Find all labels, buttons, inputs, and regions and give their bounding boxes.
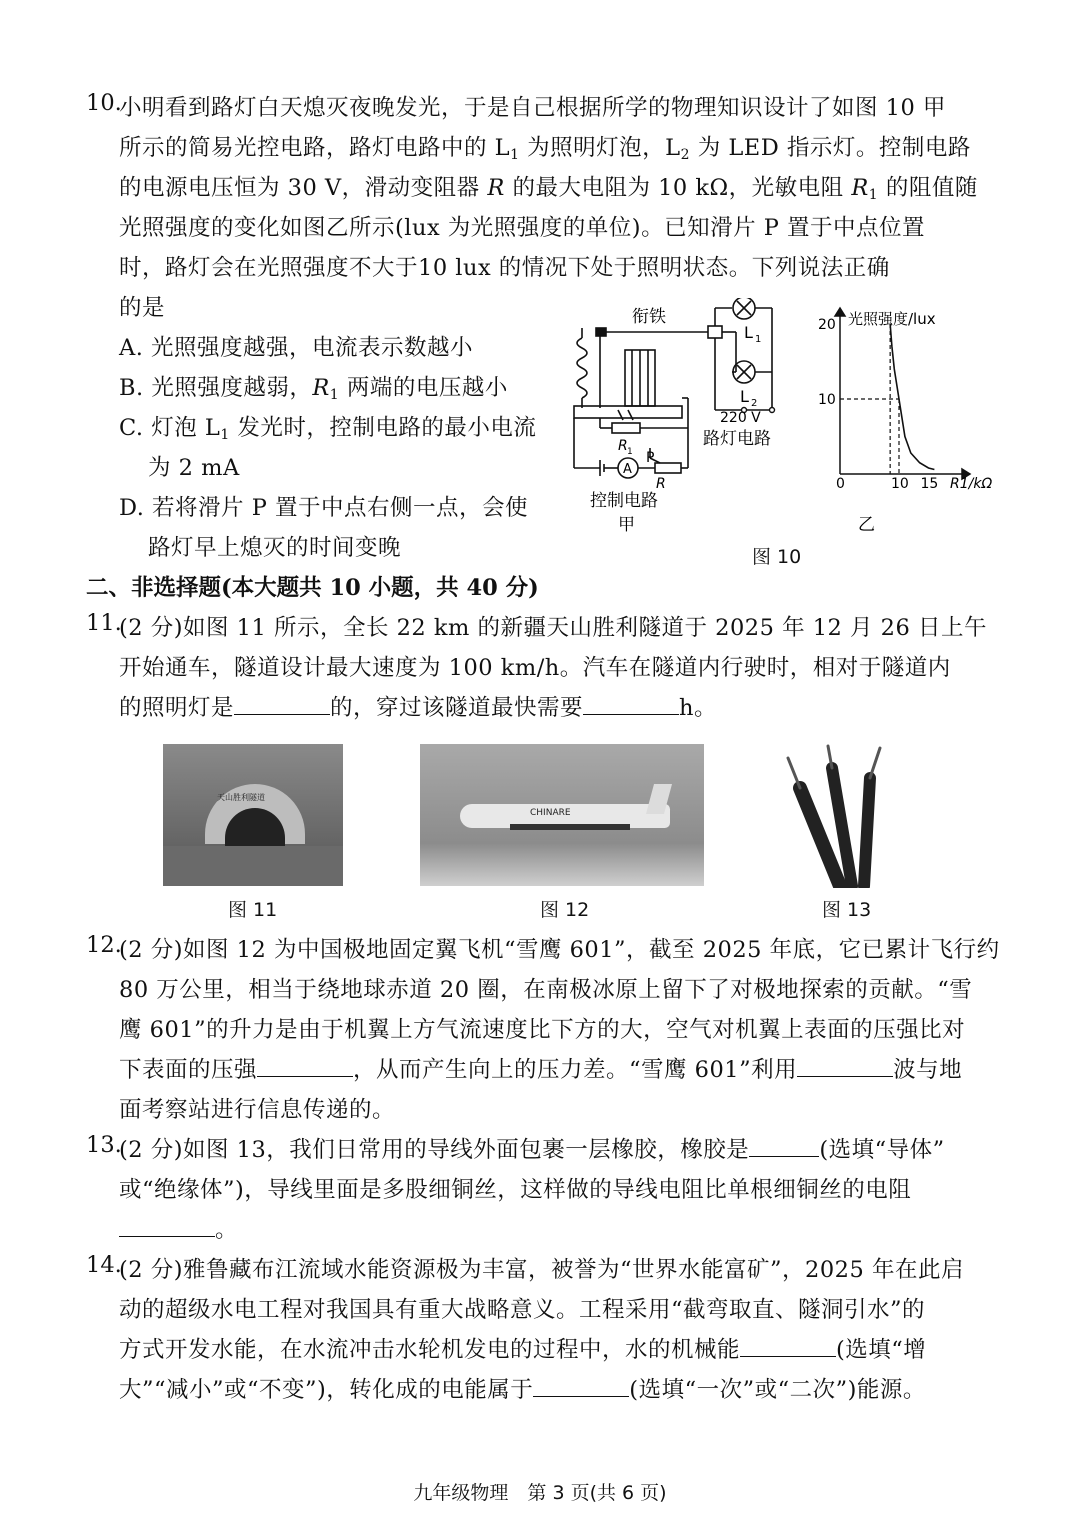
tunnel-photo: 天山胜利隧道 [163,744,343,886]
q10-number: 10. [86,90,122,116]
circuit-diagram [560,298,800,538]
q10-option-a: A. 光照强度越强，电流表示数越小 [119,335,474,361]
q11-line1: (2 分)如图 11 所示，全长 22 km 的新疆天山胜利隧道于 2025 年 12 月 26 日上午 [119,615,987,641]
q12-blank1 [257,1052,353,1077]
svg-text:L: L [744,323,753,342]
y-tick-label: 20 [818,317,836,333]
x-tick-label: 10 [891,476,909,492]
plane-photo: CHINARE [420,744,704,886]
svg-text:控制电路: 控制电路 [590,491,658,511]
figure-12-caption: 图 12 [540,899,590,921]
q10-line6: 的是 [119,295,166,321]
q11-blank2 [583,690,679,715]
q12-blank2 [797,1052,893,1077]
q10-option-c-cont: 为 2 mA [148,455,240,481]
chart-x-label: R1/kΩ [950,476,993,492]
q10-option-d-cont: 路灯早上熄灭的时间变晚 [148,535,402,561]
q10-line4: 光照强度的变化如图乙所示(lux 为光照强度的单位)。已知滑片 P 置于中点位置 [119,215,926,241]
q13-blank1 [749,1132,819,1157]
q11-line3: 的照明灯是 的，穿过该隧道最快需要 h。 [119,690,717,722]
q13-line3: 。 [119,1212,238,1244]
page-footer: 九年级物理 第 3 页(共 6 页) [413,1482,667,1504]
q14-number: 14. [86,1252,122,1278]
figure-10-caption: 图 10 [752,546,802,568]
svg-text:衔铁: 衔铁 [632,307,666,327]
light-resistance-chart [808,298,1008,533]
svg-text:R: R [618,438,628,454]
q12-line1: (2 分)如图 12 为中国极地固定翼飞机“雪鹰 601”，截至 2025 年底，它已累计飞行约 [119,937,1000,963]
q11-number: 11. [86,610,122,636]
svg-text:甲: 甲 [618,515,635,535]
q14-blank1 [740,1332,836,1357]
q14-line3: 方式开发水能，在水流冲击水轮机发电的过程中，水的机械能 (选填“增 [119,1332,926,1364]
section-title: 二、非选择题(本大题共 10 小题，共 40 分) [86,575,539,601]
svg-text:220 V: 220 V [720,410,761,426]
q10-option-d: D. 若将滑片 P 置于中点右侧一点，会使 [119,495,528,521]
q12-line3: 鹰 601”的升力是由于机翼上方气流速度比下方的大，空气对机翼上表面的压强比对 [119,1017,966,1043]
svg-text:1: 1 [755,334,762,345]
y-tick-label: 10 [818,392,836,408]
q11-blank1 [234,690,330,715]
q12-line2: 80 万公里，相当于绕地球赤道 20 圈，在南极冰原上留下了对极地探索的贡献。“雪 [119,977,973,1003]
q14-blank2 [533,1372,629,1397]
chart-y-label: 光照强度/lux [848,310,936,328]
q14-line2: 动的超级水电工程对我国具有重大战略意义。工程采用“截弯取直、隧洞引水”的 [119,1297,926,1323]
q13-number: 13. [86,1132,122,1158]
q11-line2: 开始通车，隧道设计最大速度为 100 km/h。汽车在隧道内行驶时，相对于隧道内 [119,655,951,681]
q13-line2: 或“绝缘体”)，导线里面是多股细铜丝，这样做的导线电阻比单根细铜丝的电阻 [119,1177,912,1203]
svg-text:1: 1 [627,447,633,457]
q10-line5: 时，路灯会在光照强度不大于10 lux 的情况下处于照明状态。下列说法正确 [119,255,890,281]
q10-option-c: C. 灯泡 $L_1$ 发光时，控制电路的最小电流 [119,415,537,443]
wire-photo [780,738,910,888]
svg-text:R: R [656,476,666,492]
svg-text:A: A [623,462,632,477]
figure-11-caption: 图 11 [228,899,278,921]
svg-text:L: L [740,387,749,406]
svg-text:P: P [646,450,655,466]
chart-sub-label: 乙 [858,515,875,533]
q14-line4: 大”“减小”或“不变”)，转化成的电能属于 (选填“一次”或“二次”)能源。 [119,1372,926,1404]
q12-line5: 面考察站进行信息传递的。 [119,1097,396,1123]
q10-option-b: B. 光照强度越弱，$R_1$ 两端的电压越小 [119,375,508,403]
q14-line1: (2 分)雅鲁藏布江流域水能资源极为丰富，被誉为“世界水能富矿”，2025 年在此启 [119,1257,964,1283]
svg-text:2: 2 [751,398,758,409]
q10-line1: 小明看到路灯白天熄灭夜晚发光，于是自己根据所学的物理知识设计了如图 10 甲 [119,95,946,121]
q10-line3: 的电源电压恒为 30 V，滑动变阻器 R 的最大电阻为 10 kΩ，光敏电阻 $R_1$ 的阻值随 [119,175,978,203]
q10-line2: 所示的简易光控电路，路灯电路中的 $L_1$ 为照明灯泡，$L_2$ 为 LED 指示灯。控制电路 [119,135,971,163]
q12-line4: 下表面的压强 ，从而产生向上的压力差。“雪鹰 601”利用 波与地 [119,1052,962,1084]
q13-line1: (2 分)如图 13，我们日常用的导线外面包裹一层橡胶，橡胶是 (选填“导体” [119,1132,945,1164]
figure-13-caption: 图 13 [822,899,872,921]
q12-number: 12. [86,932,122,958]
x-tick-label: 0 [836,476,845,492]
x-tick-label: 15 [920,476,939,492]
q13-blank2 [119,1212,215,1237]
svg-text:路灯电路: 路灯电路 [703,429,771,449]
series-line [890,324,934,470]
